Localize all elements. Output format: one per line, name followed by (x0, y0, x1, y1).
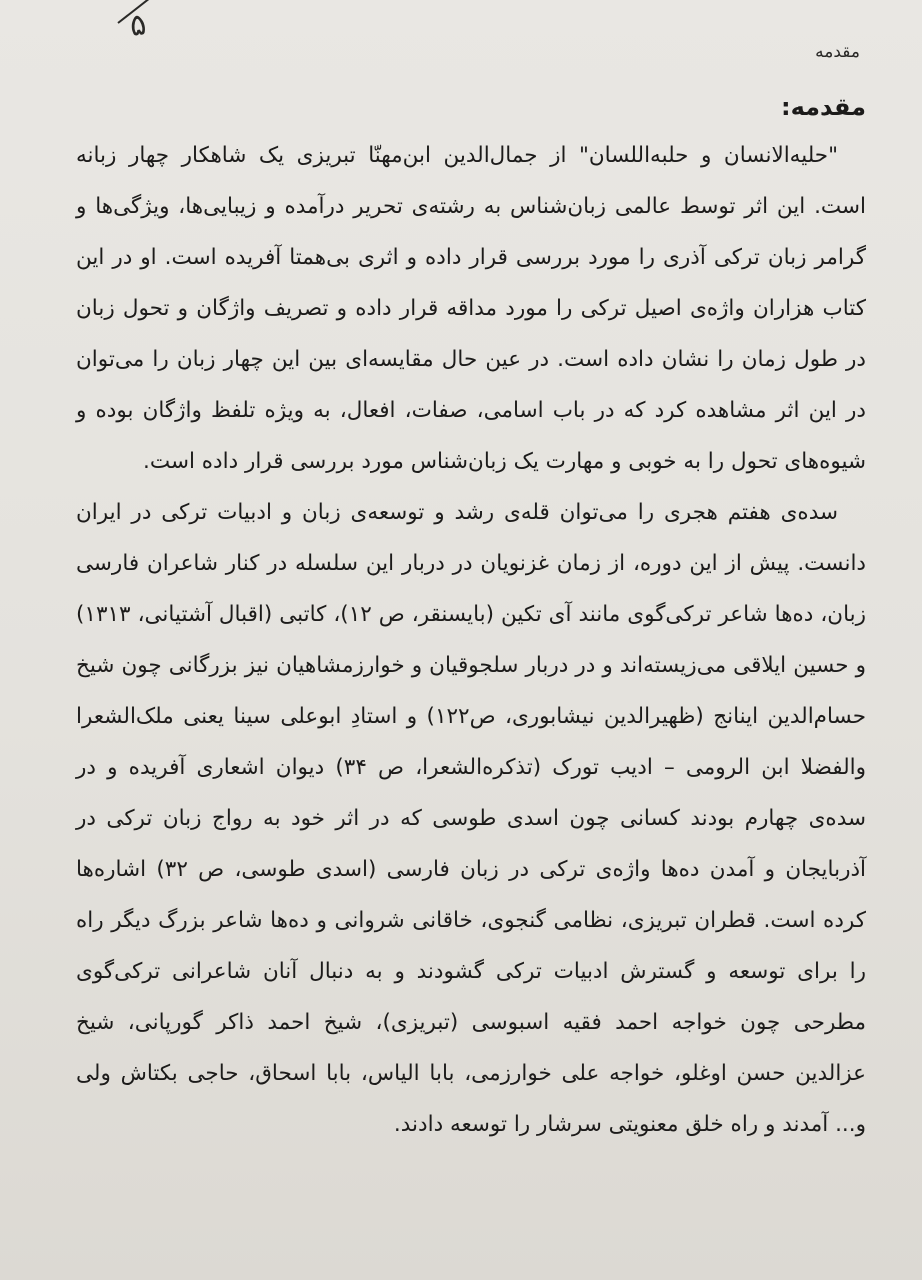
running-head: مقدمه (815, 42, 860, 62)
paragraph-2: سده‌ی هفتم هجری را می‌توان قله‌ی رشد و توسعه‌ی زبان و ادبیات ترکی در ایران دانست. پیش از این دوره، از زمان غزنویان در دربار این سلسله در کنار شاعران فارسی زبان، ده‌ها شاعر ترکی‌گوی مانند آی تکین (بایسنقر، ص ۱۲)، کاتبی (اقبال آشتیانی، ۱۳۱۳) و حسین ایلاقی می‌زیسته‌اند و در دربار سلجوقیان و خوارزمشاهیان نیز بزرگانی چون شیخ حسام‌الدین اینانج (ظهیرالدین نیشابوری، ص۱۲۲) و استادِ ابوعلی سینا یعنی ملک‌الشعرا والفضلا ابن الرومی – ادیب تورک (تذکره‌الشعرا، ص ۳۴) دیوان اشعاری آفریده و در سده‌ی چهارم بودند کسانی چون اسدی طوسی که در اثر خود به رواج زبان ترکی در آذربایجان و آمدن ده‌ها واژه‌ی ترکی در زبان فارسی (اسدی طوسی، ص ۳۲) اشاره‌ها کرده است. قطران تبریزی، نظامی گنجوی، خاقانی شروانی و ده‌ها شاعر بزرگ دیگر راه را برای توسعه و گسترش ادبیات ترکی گشودند و به دنبال آنان شاعرانی ترکی‌گوی مطرحی چون خواجه احمد فقیه اسبوسی (تبریزی)، شیخ احمد ذاکر گورپانی، شیخ عزالدین حسن اوغلو، خواجه علی خوارزمی، بابا الیاس، بابا اسحاق، حاجی بکتاش ولی و... آمدند و راه خلق معنویتی سرشار را توسعه دادند. (76, 500, 866, 1137)
paragraph-1: "حلیه‌الانسان و حلبه‌اللسان" از جمال‌الدین ابن‌مهنّا تبریزی یک شاهکار چهار زبانه است. این اثر توسط عالمی زبان‌شناس به رشته‌ی تحریر درآمده و زیبایی‌ها، ویژگی‌ها و گرامر زبان ترکی آذری را مورد بررسی قرار داده و اثری بی‌همتا آفریده است. او در این کتاب هزاران واژه‌ی اصیل ترکی را مورد مداقه قرار داده و تصریف واژگان و تحول زبان در طول زمان را نشان داده است. در عین حال مقایسه‌ای بین این چهار زبان را می‌توان در این اثر مشاهده کرد که در باب اسامی، صفات، افعال، به ویژه تلفظ واژگان بوده و شیوه‌های تحول را به خوبی و مهارت یک زبان‌شناس مورد بررسی قرار داده است. (76, 143, 866, 474)
page-number: ۵ (127, 7, 149, 44)
page-content (76, 88, 866, 1150)
section-heading: مقدمه: (780, 93, 866, 121)
